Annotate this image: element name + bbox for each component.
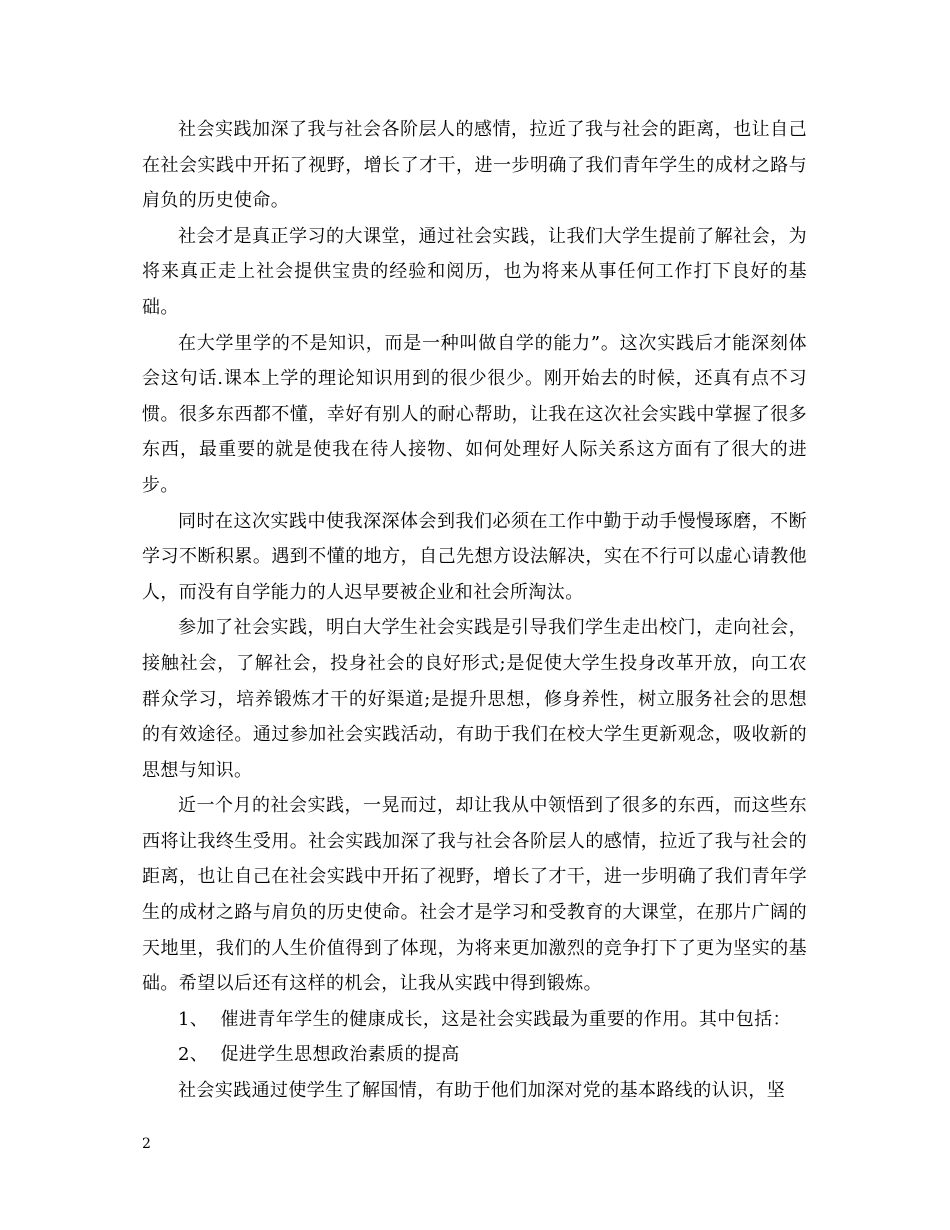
paragraph: 社会实践通过使学生了解国情，有助于他们加深对党的基本路线的认识，坚: [178, 1080, 786, 1102]
paragraph: 社会才是真正学习的大课堂，通过社会实践，让我们大学生提前了解社会，为将来真正走上社会提供宝贵的经验和阅历，也为将来从事任何工作打下良好的基础。: [142, 225, 807, 318]
paragraph: 在大学里学的不是知识，而是一种叫做自学的能力”。这次实践后才能深刻体会这句话.课本上学的理论知识用到的很少很少。刚开始去的时候，还真有点不习惯。很多东西都不懂，幸好有别人的耐心帮助，让我在这次社会实践中掌握了很多东西，最重要的就是使我在待人接物、如何处理好人际关系这方面有了很大的进步。: [142, 332, 807, 496]
paragraph: 参加了社会实践，明白大学生社会实践是引导我们学生走出校门，走向社会，接触社会，了解社会，投身社会的良好形式;是促使大学生投身改革开放，向工农群众学习，培养锻炼才干的好渠道;是提升思想，修身养性，树立服务社会的思想的有效途径。通过参加社会实践活动，有助于我们在校大学生更新观念，吸收新的思想与知识。: [142, 617, 807, 781]
paragraph: 社会实践加深了我与社会各阶层人的感情，拉近了我与社会的距离，也让自己在社会实践中开拓了视野，增长了才干，进一步明确了我们青年学生的成材之路与肩负的历史使命。: [142, 119, 807, 212]
paragraph: 同时在这次实践中使我深深体会到我们必须在工作中勤于动手慢慢琢磨，不断学习不断积累。遇到不懂的地方，自己先想方设法解决，实在不行可以虚心请教他人，而没有自学能力的人迟早要被企业和社会所淘汰。: [142, 510, 807, 603]
document-body: [142, 112, 807, 1109]
paragraph: 近一个月的社会实践，一晃而过，却让我从中领悟到了很多的东西，而这些东西将让我终生受用。社会实践加深了我与社会各阶层人的感情，拉近了我与社会的距离，也让自己在社会实践中开拓了视野，增长了才干，进一步明确了我们青年学生的成材之路与肩负的历史使命。社会才是学习和受教育的大课堂，在那片广阔的天地里，我们的人生价值得到了体现，为将来更加激烈的竞争打下了更为坚实的基础。希望以后还有这样的机会，让我从实践中得到锻炼。: [142, 795, 807, 995]
list-item: 1、 催进青年学生的健康成长，这是社会实践最为重要的作用。其中包括：: [178, 1008, 791, 1030]
page-number: 2: [142, 1136, 151, 1152]
list-item: 2、 促进学生思想政治素质的提高: [178, 1044, 460, 1066]
